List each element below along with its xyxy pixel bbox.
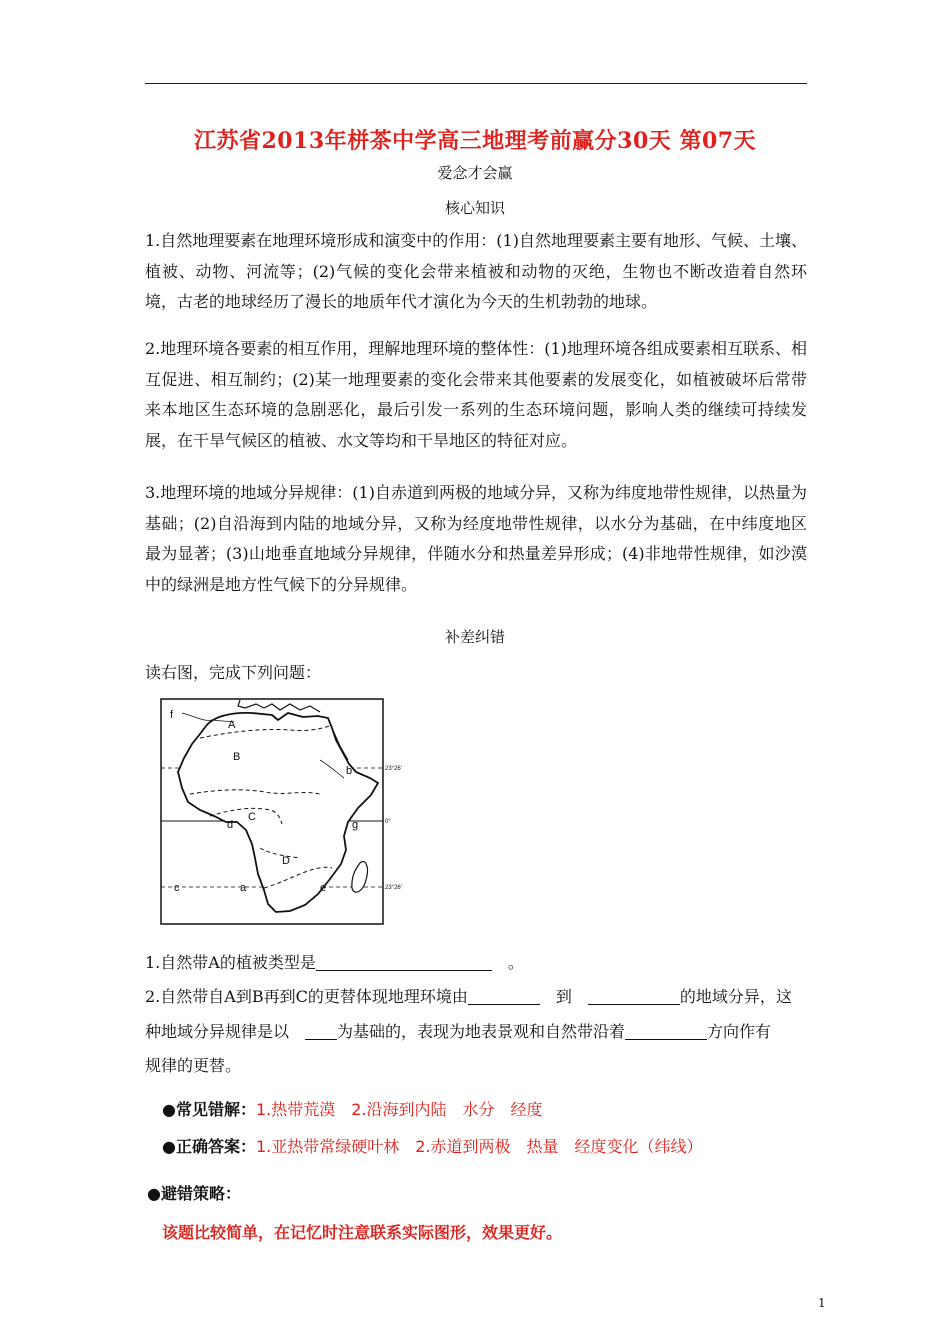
question-2-blank-4[interactable]: [625, 1021, 707, 1040]
motto: 爱念才会赢: [437, 164, 513, 182]
map-label-equator: 0°: [385, 819, 391, 825]
map-label-f: f: [170, 709, 174, 721]
question-1: [145, 946, 807, 981]
page-number: 1: [818, 1296, 826, 1310]
strategy-text: 该题比较简单，在记忆时注意联系实际图形，效果更好。: [162, 1223, 563, 1242]
section-heading-correction: 补差纠错: [444, 628, 505, 646]
map-label-g: g: [352, 819, 359, 831]
core-point-2: 2.地理环境各要素的相互作用，理解地理环境的整体性：(1)地理环境各组成要素相互联系、相互促进、相互制约；(2)某一地理要素的变化会带来其他要素的发展变化，如植被破坏后常带来本地区生态环境的急剧恶化，最后引发一系列的生态环境问题，影响人类的继续可持续发展，在干旱气候区的植被、水文等均和干旱地区的特征对应。: [145, 339, 807, 450]
question-2-blank-1[interactable]: [468, 986, 540, 1005]
question-1-end: 。: [507, 953, 524, 972]
question-2-text-c: 的地域分异，这: [679, 987, 792, 1006]
core-point-1: 1.自然地理要素在地理环境形成和演变中的作用：(1)自然地理要素主要有地形、气候、土壤、植被、动物、河流等；(2)气候的变化会带来植被和动物的灭绝，生物也不断改造着自然环境，古老的地球经历了漫长的地质年代才演化为今天的生机勃勃的地球。: [145, 231, 807, 311]
question-1-blank[interactable]: [316, 952, 492, 971]
question-2: [145, 980, 807, 1084]
reading-prompt: 读右图，完成下列问题：: [145, 663, 322, 682]
map-label-e: e: [320, 882, 327, 894]
header-rule: [145, 83, 807, 84]
common-mistake-row: [162, 1097, 543, 1120]
map-label-B: B: [233, 751, 241, 763]
map-label-a: a: [240, 882, 247, 894]
question-2-text-b: 到: [555, 987, 572, 1006]
question-2-text-e: 为基础的，表现为地表景观和自然带沿着: [337, 1021, 626, 1041]
question-2-text-a: 2.自然带自A到B再到C的更替体现地理环境由: [145, 987, 468, 1006]
map-label-tropic-north: 23°26': [385, 766, 402, 772]
common-mistake-value: 1.热带荒漠 2.沿海到内陆 水分 经度: [255, 1100, 543, 1119]
core-point-3: 3.地理环境的地域分异规律：(1)自赤道到两极的地域分异，又称为纬度地带性规律，以热量为基础；(2)自沿海到内陆的地域分异，又称为经度地带性规律，以水分为基础，在中纬度地区最为显著；(3)山地垂直地域分异规律，伴随水分和热量差异形成；(4)非地带性规律，如沙漠中的绿洲是地方性气候下的分异规律。: [145, 483, 807, 594]
map-label-tropic-south: 23°26': [385, 885, 402, 891]
question-2-text-g: 规律的更替。: [145, 1056, 242, 1075]
map-label-d: d: [227, 819, 234, 831]
question-2-text-d: 种地域分异规律是以: [145, 1021, 290, 1041]
common-mistake-label: ●常见错解：: [162, 1100, 256, 1119]
question-2-blank-2[interactable]: [588, 986, 680, 1005]
map-label-A: A: [228, 719, 236, 731]
strategy-heading: ●避错策略：: [147, 1184, 241, 1203]
map-label-c: c: [174, 882, 180, 894]
document-title: 江苏省2013年栟茶中学高三地理考前赢分30天 第07天: [193, 128, 757, 154]
question-2-text-f: 方向作有: [707, 1021, 772, 1041]
map-label-C: C: [248, 811, 256, 823]
question-2-blank-3[interactable]: [305, 1021, 337, 1040]
section-heading-core: 核心知识: [444, 199, 505, 217]
correct-answer-label: ●正确答案：: [162, 1137, 256, 1156]
map-label-b: b: [346, 765, 353, 777]
map-label-D: D: [282, 855, 290, 867]
correct-answer-row: [162, 1134, 703, 1157]
correct-answer-value: 1.亚热带常绿硬叶林 2.赤道到两极 热量 经度变化（纬线）: [255, 1137, 703, 1156]
question-1-text: 1.自然带A的植被类型是: [145, 953, 316, 972]
africa-map: [160, 698, 402, 926]
